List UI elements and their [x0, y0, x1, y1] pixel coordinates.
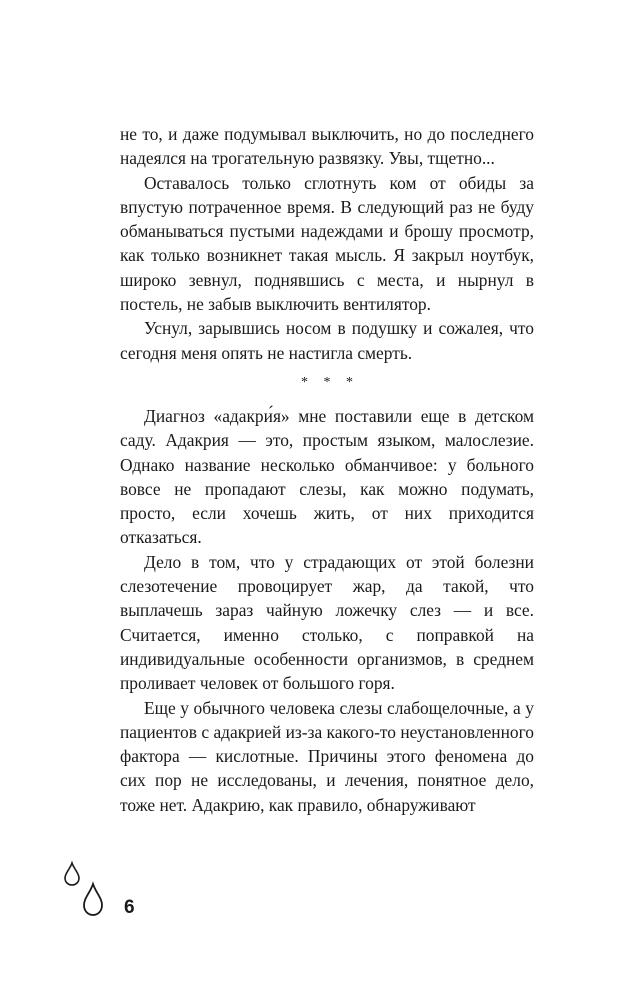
section-separator: * * * [301, 374, 359, 390]
paragraph: Уснул, зарывшись носом в подушку и сожалея, что сегодня меня опять не настигла смерть. [120, 318, 534, 363]
paragraph: Оставалось только сглотнуть ком от обиды за впустую потраченное время. В следующий раз не буду обманываться пустыми надеждами и брошу просмотр, как только возникнет такая мысль. Я закрыл ноутбук, широко зевнул, поднявшись с места, и нырнул в постель, не забыв выключить вентилятор. [120, 172, 534, 315]
paragraph: Дело в том, что у страдающих от этой болезни слезотечение провоцирует жар, да такой, что выплачешь зараз чайную ложечку слез — и все. Считается, именно столько, с поправкой на индивидуальные особенности организмов, в среднем проливает человек от большого горя. [120, 551, 534, 694]
paragraph: не то, и даже подумывал выключить, но до последнего надеялся на трогательную развязку. Увы, тщетно... [120, 124, 534, 169]
teardrops-icon [60, 860, 110, 920]
paragraph: Еще у обычного человека слезы слабощелочные, а у пациентов с адакрией из-за какого-то неустановленного фактора — кислотные. Причины этого феномена до сих пор не исследованы, и лечения, понятное дело, тоже нет. Адакрию, как правило, обнаруживают [120, 697, 534, 815]
paragraph: Диагноз «адакри́я» мне поставили еще в детском саду. Адакрия — это, простым языком, малослезие. Однако название несколько обманчивое: у больного вовсе не пропадают слезы, как можно подумать, просто, если хочешь жить, от них приходится отказаться. [120, 405, 534, 548]
page-body-text [120, 122, 534, 817]
page-number: 6 [124, 897, 135, 918]
